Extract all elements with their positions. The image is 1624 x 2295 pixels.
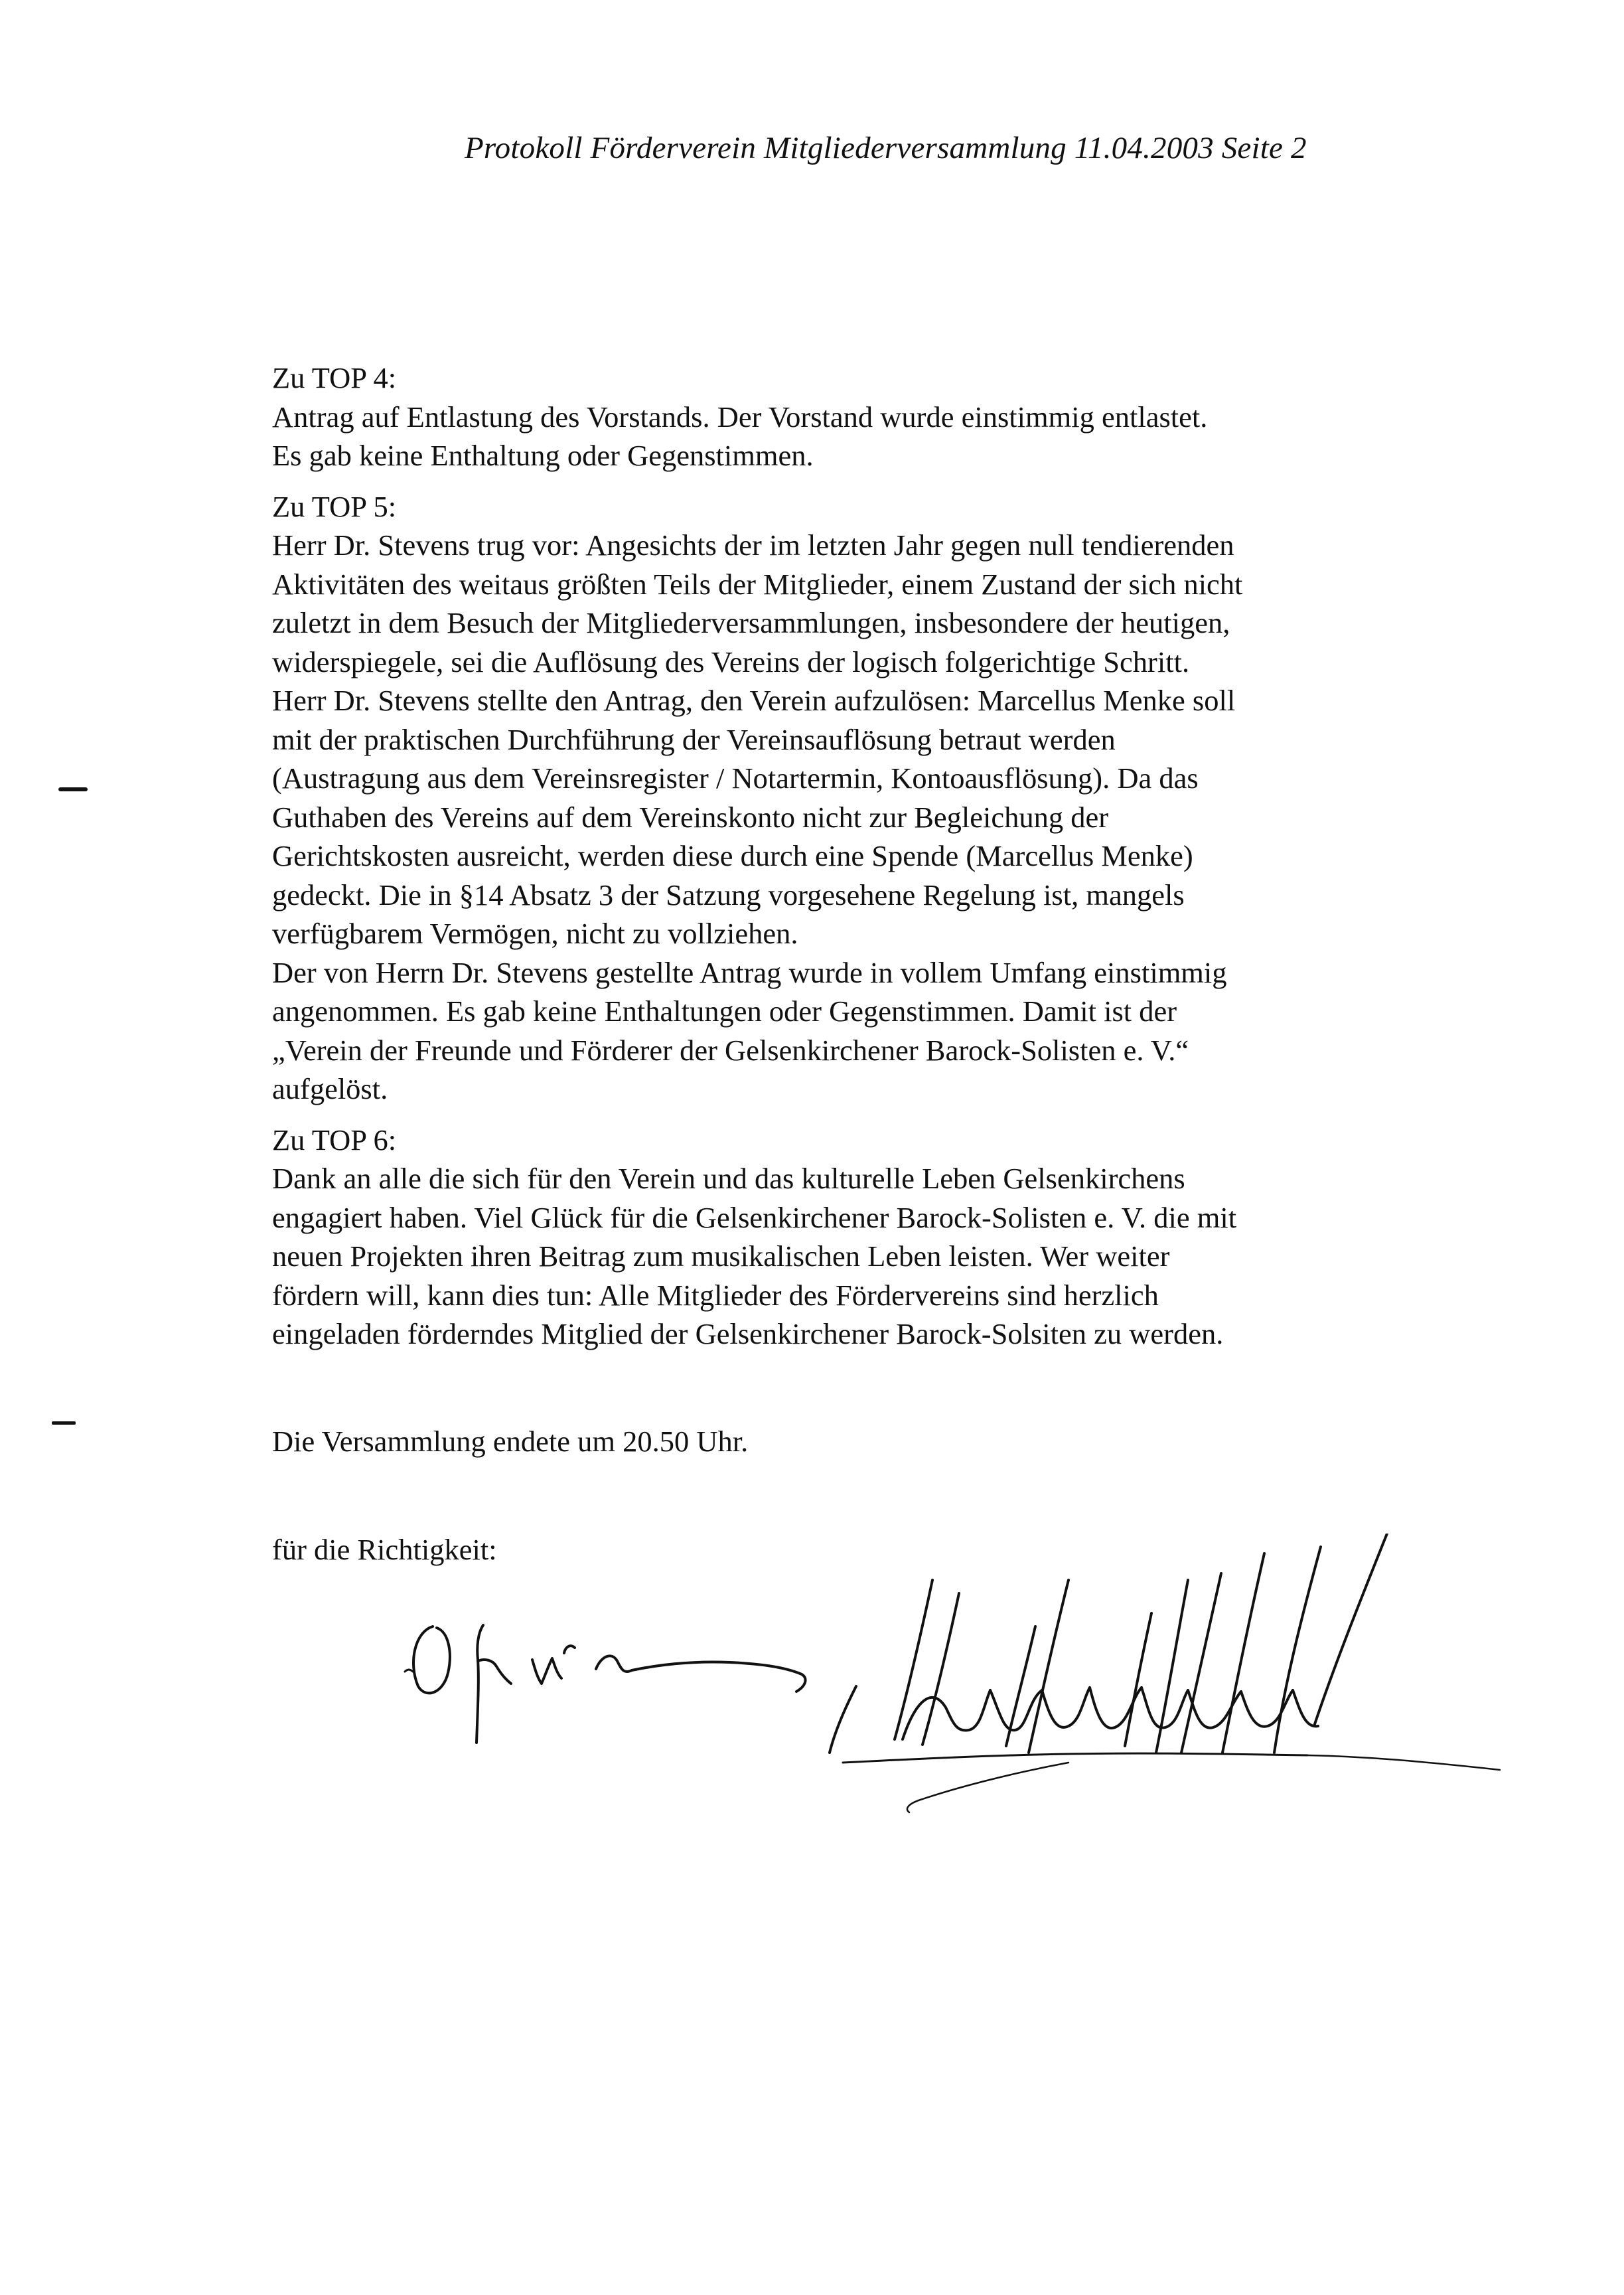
closing-statement: Die Versammlung endete um 20.50 Uhr. <box>272 1425 749 1458</box>
section-top-6 <box>272 1121 1467 1354</box>
attestation-label: für die Richtigkeit: <box>272 1533 497 1566</box>
text-line: Herr Dr. Stevens stellte den Antrag, den Verein aufzulösen: Marcellus Menke soll <box>272 684 1236 717</box>
text-line: (Austragung aus dem Vereinsregister / Notartermin, Kontoausflösung). Da das <box>272 761 1199 795</box>
signature-left <box>385 1600 849 1773</box>
section-heading: Zu TOP 6: <box>272 1123 397 1156</box>
section-top-4 <box>272 358 1467 475</box>
text-line: aufgelöst. <box>272 1072 388 1105</box>
text-line: eingeladen förderndes Mitglied der Gelsenkirchener Barock-Solsiten zu werden. <box>272 1317 1224 1350</box>
margin-mark <box>58 787 88 791</box>
protocol-body <box>272 358 1467 1366</box>
text-line: mit der praktischen Durchführung der Vereinsauflösung betraut werden <box>272 722 1116 756</box>
section-top-5 <box>272 487 1467 1109</box>
text-line: fördern will, kann dies tun: Alle Mitglieder des Fördervereins sind herzlich <box>272 1278 1159 1312</box>
text-line: engagiert haben. Viel Glück für die Gelsenkirchener Barock-Solisten e. V. die mit <box>272 1200 1237 1234</box>
text-line: Gerichtskosten ausreicht, werden diese durch eine Spende (Marcellus Menke) <box>272 839 1193 872</box>
signature-right <box>816 1534 1513 1839</box>
text-line: Guthaben des Vereins auf dem Vereinskonto nicht zur Begleichung der <box>272 800 1109 834</box>
section-heading: Zu TOP 4: <box>272 361 397 394</box>
text-line: Es gab keine Enthaltung oder Gegenstimmen. <box>272 439 814 472</box>
text-line: zuletzt in dem Besuch der Mitgliederversammlungen, insbesondere der heutigen, <box>272 606 1230 639</box>
page-header: Protokoll Förderverein Mitgliederversammlung 11.04.2003 Seite 2 <box>465 131 1307 165</box>
text-line: neuen Projekten ihren Beitrag zum musikalischen Leben leisten. Wer weiter <box>272 1239 1170 1273</box>
text-line: „Verein der Freunde und Förderer der Gelsenkirchener Barock-Solisten e. V.“ <box>272 1033 1189 1067</box>
section-heading: Zu TOP 5: <box>272 489 397 523</box>
text-line: Antrag auf Entlastung des Vorstands. Der Vorstand wurde einstimmig entlastet. <box>272 400 1208 434</box>
text-line: Herr Dr. Stevens trug vor: Angesichts der im letzten Jahr gegen null tendierenden <box>272 528 1234 562</box>
text-line: widerspiegele, sei die Auflösung des Vereins der logisch folgerichtige Schritt. <box>272 645 1190 678</box>
text-line: Aktivitäten des weitaus größten Teils der Mitglieder, einem Zustand der sich nicht <box>272 567 1243 601</box>
margin-mark <box>52 1421 76 1425</box>
text-line: Dank an alle die sich für den Verein und das kulturelle Leben Gelsenkirchens <box>272 1162 1185 1195</box>
text-line: angenommen. Es gab keine Enthaltungen oder Gegenstimmen. Damit ist der <box>272 994 1177 1028</box>
text-line: Der von Herrn Dr. Stevens gestellte Antrag wurde in vollem Umfang einstimmig <box>272 955 1227 989</box>
text-line: verfügbarem Vermögen, nicht zu vollziehen. <box>272 917 798 950</box>
text-line: gedeckt. Die in §14 Absatz 3 der Satzung vorgesehene Regelung ist, mangels <box>272 878 1185 911</box>
